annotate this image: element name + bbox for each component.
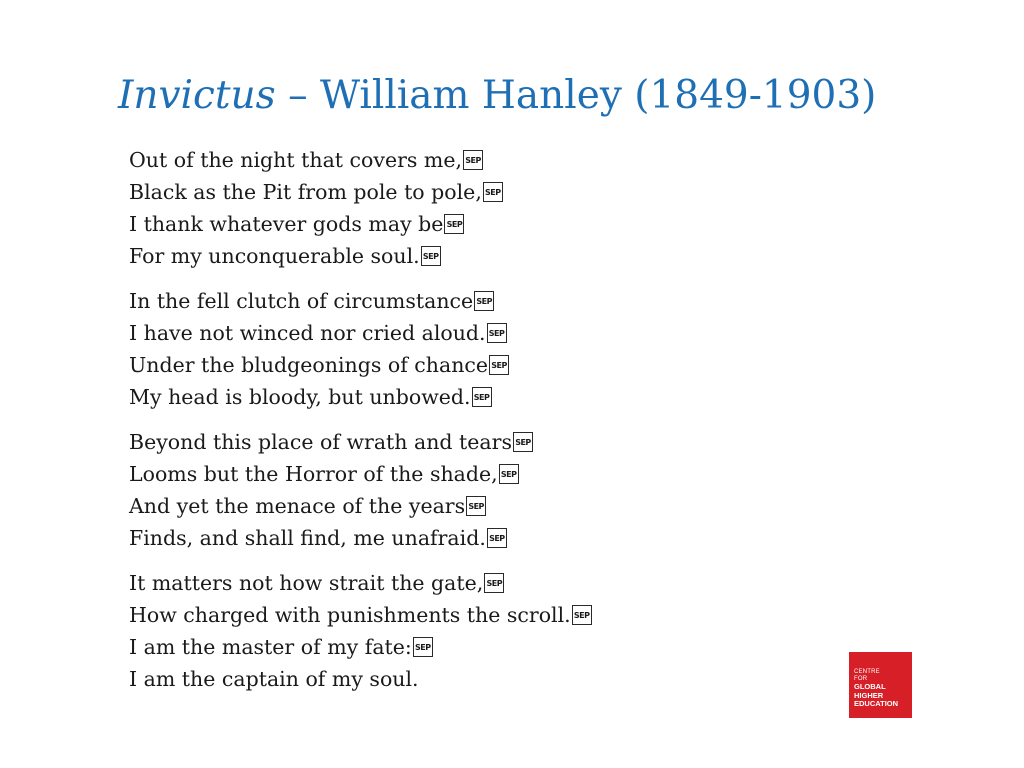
poem-line — [129, 285, 829, 317]
poem-line — [129, 490, 829, 522]
poem-line — [129, 663, 829, 695]
poem-line — [129, 240, 829, 272]
poem-line-text: I am the captain of my soul. — [129, 667, 419, 691]
stanza-4 — [129, 567, 829, 695]
separator-glyph-icon: SEP — [484, 573, 504, 593]
separator-glyph-icon: SEP — [474, 291, 494, 311]
poem-line-text: I have not winced nor cried aloud. — [129, 321, 486, 345]
poem-line-text: Under the bludgeonings of chance — [129, 353, 489, 377]
poem-line — [129, 381, 829, 413]
separator-glyph-icon: SEP — [413, 637, 433, 657]
separator-glyph-icon: SEP — [466, 496, 486, 516]
poem-line-text: Black as the Pit from pole to pole, — [129, 180, 482, 204]
poem-line — [129, 458, 829, 490]
poem-line-text: In the fell clutch of circumstance — [129, 289, 474, 313]
logo-text-centre: CENTRE — [854, 669, 880, 675]
poem — [129, 144, 829, 695]
stanza-3 — [129, 426, 829, 554]
poem-line-text: I thank whatever gods may be — [129, 212, 444, 236]
poem-line-text: How charged with punishments the scroll. — [129, 603, 571, 627]
poem-line-text: My head is bloody, but unbowed. — [129, 385, 471, 409]
poem-line-text: For my unconquerable soul. — [129, 244, 420, 268]
poem-line-text: I am the master of my fate: — [129, 635, 412, 659]
separator-glyph-icon: SEP — [421, 246, 441, 266]
poem-line — [129, 599, 829, 631]
poem-line — [129, 522, 829, 554]
poem-line-text: Beyond this place of wrath and tears — [129, 430, 512, 454]
poem-line — [129, 317, 829, 349]
poem-line — [129, 144, 829, 176]
cghe-logo — [849, 652, 912, 718]
poem-line — [129, 349, 829, 381]
separator-glyph-icon: SEP — [572, 605, 592, 625]
logo-text-education: EDUCATION — [854, 699, 899, 708]
separator-glyph-icon: SEP — [489, 355, 509, 375]
separator-glyph-icon: SEP — [499, 464, 519, 484]
separator-glyph-icon: SEP — [483, 182, 503, 202]
separator-glyph-icon: SEP — [444, 214, 464, 234]
separator-glyph-icon: SEP — [463, 150, 483, 170]
poem-line-text: Out of the night that covers me, — [129, 148, 463, 172]
title-poem-name: Invictus — [118, 73, 276, 118]
separator-glyph-icon: SEP — [487, 528, 507, 548]
separator-glyph-icon: SEP — [472, 387, 492, 407]
separator-glyph-icon: SEP — [487, 323, 507, 343]
stanza-2 — [129, 285, 829, 413]
logo-text-higher: HIGHER — [854, 690, 884, 700]
poem-line-text: Looms but the Horror of the shade, — [129, 462, 498, 486]
poem-line — [129, 426, 829, 458]
poem-line — [129, 208, 829, 240]
poem-line-text: Finds, and shall find, me unafraid. — [129, 526, 486, 550]
logo-text-global: GLOBAL — [854, 682, 886, 691]
stanza-1 — [129, 144, 829, 272]
poem-line — [129, 176, 829, 208]
poem-line-text: And yet the menace of the years — [129, 494, 466, 518]
poem-line — [129, 567, 829, 599]
title-author: – William Hanley (1849-1903) — [275, 73, 877, 118]
separator-glyph-icon: SEP — [513, 432, 533, 452]
poem-line-text: It matters not how strait the gate, — [129, 571, 484, 595]
logo-text-for: FOR — [854, 676, 868, 682]
page-title — [118, 68, 876, 124]
poem-line — [129, 631, 829, 663]
